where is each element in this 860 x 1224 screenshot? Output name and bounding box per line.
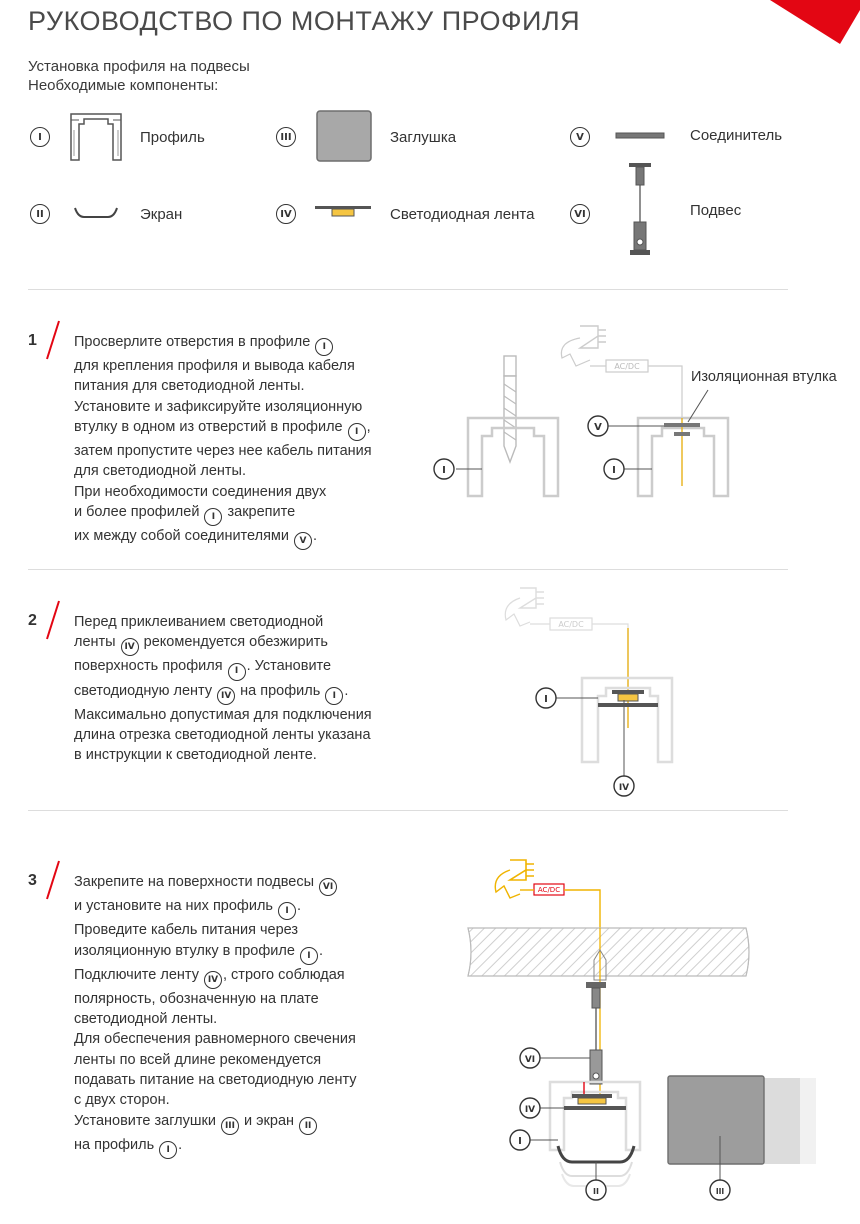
component-ref-badge: I [315,338,333,356]
step-1-line [74,397,434,417]
step-1-diagram [420,318,860,528]
text-segment: Установите и зафиксируйте изоляционную [74,398,363,415]
step-2-callout-profile: I [544,694,548,705]
step-3-line [74,965,434,989]
component-ref-badge: I [348,423,366,441]
text-segment: поверхность профиля [74,658,227,675]
text-segment: подавать питание на светодиодную ленту [74,1072,357,1089]
text-segment: для светодиодной ленты. [74,463,246,480]
step-3-line [74,1111,434,1135]
text-segment: затем пропустите через нее кабель питания [74,443,372,460]
step-1-adapter-label: AC/DC [614,362,640,371]
step-3-line [74,1135,434,1159]
component-ref-badge: IV [121,638,139,656]
text-segment: и экран [239,1112,299,1129]
component-label-screen: Экран [140,206,183,223]
text-segment: втулку в одном из отверстий в профиле [74,419,347,436]
step-3-line [74,1009,434,1029]
profile-icon [68,110,124,162]
step-3-line [74,1070,434,1090]
component-ref-badge: I [204,508,222,526]
step-1-line [74,441,434,461]
step-3-line [74,941,434,965]
step-1-line [74,502,434,526]
text-segment: ленты по всей длине рекомендуется [74,1051,322,1068]
text-segment: . [318,942,323,959]
text-segment: с двух сторон. [74,1092,170,1109]
text-segment: рекомендуется обезжирить [139,634,328,651]
step-2-line [74,705,434,725]
page-title: РУКОВОДСТВО ПО МОНТАЖУ ПРОФИЛЯ [28,6,581,36]
text-segment: , строго соблюдая [223,966,345,983]
component-ref-badge: IV [217,687,235,705]
end-cap-icon [668,1076,816,1164]
text-segment: . [344,682,349,699]
component-number-ii: II [30,204,50,224]
step-2-line [74,632,434,656]
profile-cross-section-icon [550,1082,640,1150]
text-segment: Перед приклеиванием светодиодной [74,614,324,630]
step-3-line [74,920,434,940]
text-segment: полярность, обозначенную на плате [74,990,319,1007]
step-2 [28,598,438,768]
component-label-end-cap: Заглушка [390,129,457,146]
subtitle-installation: Установка профиля на подвесы [28,58,250,75]
text-segment: и установите на них профиль [74,898,277,915]
screen-icon [74,206,118,220]
text-segment: на профиль [236,682,325,699]
text-segment: При необходимости соединения двух [74,483,327,500]
step-3-line [74,1050,434,1070]
text-segment: на профиль [74,1136,159,1153]
right-profile-icon [638,418,728,496]
component-number-i: I [30,127,50,147]
brand-corner-mark [770,0,860,44]
ceiling-surface [468,928,749,976]
step-1-callout-connector: V [594,422,602,433]
step-1-text [74,332,434,550]
step-1-line [74,332,434,356]
step-2-line [74,725,434,745]
component-ref-badge: V [294,532,312,550]
step-1-line [74,526,434,550]
text-segment: светодиодную ленту [74,682,217,699]
step-2-callout-strip: IV [618,783,630,793]
step-3-callout-suspension: VI [524,1055,536,1065]
text-segment: питания для светодиодной ленты. [74,378,305,395]
step-2-number: 2 [28,612,37,629]
text-segment: . [297,898,302,915]
step-3-number: 3 [28,872,37,889]
component-number-vi: VI [570,204,590,224]
component-ref-badge: I [228,663,246,681]
component-number-iv: IV [276,204,296,224]
step-3-callout-strip: IV [524,1105,536,1115]
suspension-icon [628,162,652,258]
text-segment: Проведите кабель питания через [74,922,299,939]
text-segment: закрепите [223,504,296,521]
step-3-diagram [460,850,860,1220]
divider-3 [28,810,788,811]
step-3-callout-screen: II [593,1187,599,1196]
component-ref-badge: I [278,902,296,920]
led-strip-icon [314,204,372,220]
text-segment: . [178,1136,183,1153]
connector-icon [615,132,665,140]
step-1-callout-left-profile: I [442,465,446,476]
text-segment: . Установите [246,658,332,675]
power-adapter-icon [561,326,682,418]
step-2-line [74,745,434,765]
step-1-slash-icon [46,320,60,360]
power-adapter-icon [495,860,600,928]
step-3-line [74,896,434,920]
step-2-line [74,656,434,680]
component-ref-badge: III [221,1117,239,1135]
bushing-label: Изоляционная втулка [691,369,837,385]
step-3-line [74,1090,434,1110]
text-segment: Максимально допустимая для подключения [74,706,372,723]
step-3-callout-profile: I [518,1136,522,1147]
text-segment: светодиодной ленты. [74,1011,218,1028]
text-segment: Просверлите отверстия в профиле [74,334,315,350]
power-adapter-icon [505,588,628,688]
component-ref-badge: IV [204,971,222,989]
step-2-line [74,612,434,632]
text-segment: Для обеспечения равномерного свечения [74,1031,356,1048]
drill-icon [504,356,516,462]
step-1-line [74,356,434,376]
end-cap-icon [316,110,372,162]
component-ref-badge: I [325,687,343,705]
step-1-line [74,482,434,502]
divider-2 [28,569,788,570]
text-segment: для крепления профиля и вывода кабеля [74,358,355,375]
step-3-callout-cap: III [715,1187,725,1196]
component-ref-badge: I [159,1141,177,1159]
component-label-led-strip: Светодиодная лента [390,206,535,223]
component-label-profile: Профиль [140,129,205,146]
text-segment: их между собой соединителями [74,528,294,545]
step-3-line [74,989,434,1009]
text-segment: ленты [74,634,120,651]
text-segment: , [366,419,371,436]
step-2-adapter-label: AC/DC [558,620,584,629]
text-segment: Установите заглушки [74,1112,220,1129]
text-segment: . [313,528,318,545]
step-1-line [74,461,434,481]
step-3-adapter-label: AC/DC [537,886,561,894]
component-number-v: V [570,127,590,147]
component-ref-badge: I [300,947,318,965]
step-2-line [74,681,434,705]
component-number-iii: III [276,127,296,147]
step-3-text [74,872,434,1159]
step-3-line [74,1029,434,1049]
step-2-slash-icon [46,600,60,640]
divider-1 [28,289,788,290]
component-label-suspension: Подвес [690,202,742,219]
step-1 [28,320,438,547]
step-1-number: 1 [28,332,37,349]
step-2-text [74,612,434,766]
components-legend [0,100,860,280]
component-ref-badge: VI [319,878,337,896]
text-segment: длина отрезка светодиодной ленты указана [74,727,371,744]
text-segment: изоляционную втулку в профиле [74,942,299,959]
step-3 [28,860,438,1155]
step-3-line [74,872,434,896]
step-1-line [74,417,434,441]
step-2-diagram [500,578,700,798]
step-1-line [74,376,434,396]
text-segment: Подключите ленту [74,966,203,983]
component-label-connector: Соединитель [690,127,783,144]
suspension-icon [586,982,606,1084]
text-segment: в инструкции к светодиодной ленте. [74,747,317,764]
subtitle-components: Необходимые компоненты: [28,77,219,94]
component-ref-badge: II [299,1117,317,1135]
text-segment: Закрепите на поверхности подвесы [74,874,319,890]
profile-cross-section-icon [582,678,672,762]
text-segment: и более профилей [74,504,204,521]
step-3-slash-icon [46,860,60,900]
step-1-callout-right-profile: I [612,465,616,476]
